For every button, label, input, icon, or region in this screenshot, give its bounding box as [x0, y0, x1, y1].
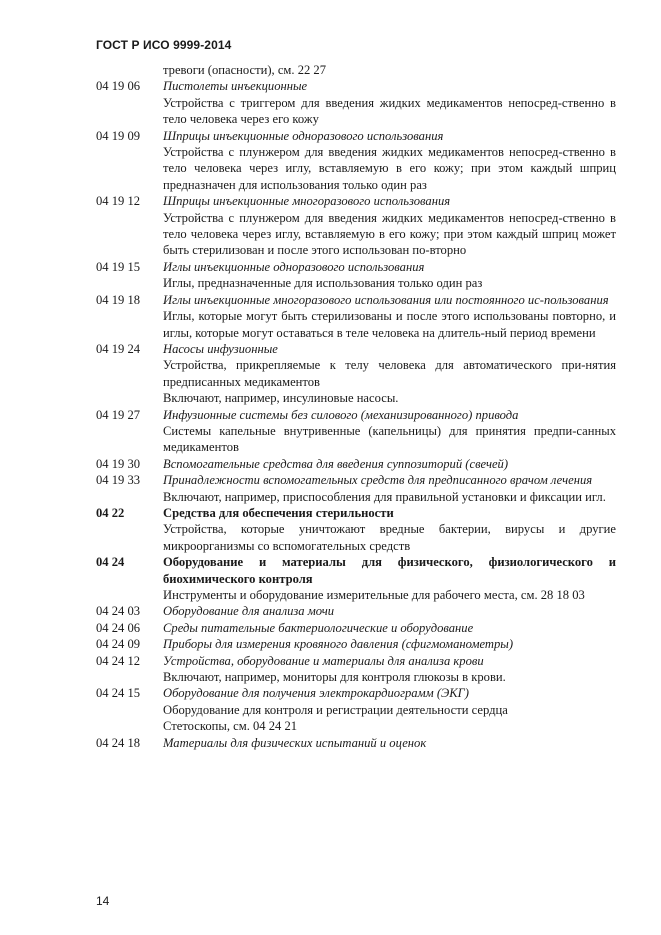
entry-description: Устройства с плунжером для введения жидких медикаментов непосред-ственно в тело человека через иглу, вставляемую в его кожу; при этом каждый шприц предназначен для использования только один раз	[163, 145, 616, 192]
classification-entry	[96, 620, 616, 636]
entry-body	[163, 735, 616, 751]
entry-title: Шприцы инъекционные многоразового использования	[163, 194, 451, 209]
entry-body	[163, 456, 616, 472]
entry-body	[163, 653, 616, 686]
entry-body	[163, 636, 616, 652]
entry-description: Инструменты и оборудование измерительные для рабочего места, см. 28 18 03	[163, 588, 585, 602]
entry-code: 04 19 18	[96, 292, 141, 307]
entry-code: 04 24 12	[96, 653, 141, 668]
document-header: ГОСТ Р ИСО 9999-2014	[96, 38, 232, 52]
classification-entry	[96, 735, 616, 751]
classification-entry	[96, 636, 616, 652]
entry-description: Включают, например, инсулиновые насосы.	[163, 391, 399, 406]
classification-entry	[96, 472, 616, 505]
classification-entry	[96, 603, 616, 619]
entry-body	[163, 685, 616, 734]
entry-title: Пистолеты инъекционные	[163, 79, 308, 94]
entry-description: Стетоскопы, см. 04 24 21	[163, 719, 298, 734]
entry-title: Оборудование для получения электрокардиограмм (ЭКГ)	[163, 686, 469, 701]
classification-entry	[96, 193, 616, 259]
entry-title: Оборудование для анализа мочи	[163, 604, 335, 619]
entry-description: тревоги (опасности), см. 22 27	[163, 63, 327, 77]
classification-entry	[96, 62, 616, 78]
entry-code: 04 19 30	[96, 456, 141, 471]
entry-body	[163, 603, 616, 619]
entry-body	[163, 78, 616, 127]
entry-body	[163, 128, 616, 194]
entry-title: Шприцы инъекционные одноразового использования	[163, 128, 444, 143]
entry-code: 04 22	[96, 505, 125, 520]
entry-title: Инфузионные системы без силового (механизированного) привода	[163, 407, 519, 422]
entry-code: 04 19 27	[96, 407, 141, 422]
entry-title: Иглы инъекционные одноразового использования	[163, 259, 425, 274]
classification-entry	[96, 78, 616, 127]
entry-body	[163, 292, 616, 341]
entry-body	[163, 554, 616, 603]
entry-title: Принадлежности вспомогательных средств для предписанного врачом лечения	[163, 473, 593, 488]
entry-title: Иглы инъекционные многоразового использования или постоянного ис-пользования	[163, 292, 609, 307]
entry-description: Включают, например, мониторы для контроля глюкозы в крови.	[163, 670, 506, 685]
entry-code: 04 19 06	[96, 79, 141, 94]
entry-title: Оборудование и материалы для физического, физиологического и биохимического контроля	[163, 555, 616, 586]
entry-title: Средства для обеспечения стерильности	[163, 505, 394, 520]
page-number: 14	[96, 894, 110, 908]
entry-code: 04 19 12	[96, 194, 141, 209]
entry-code: 04 24 09	[96, 637, 141, 652]
classification-entry	[96, 505, 616, 554]
entry-code: 04 24 15	[96, 686, 141, 701]
classification-entry	[96, 341, 616, 407]
entry-body	[163, 620, 616, 636]
entry-title: Устройства, оборудование и материалы для анализа крови	[163, 653, 484, 668]
classification-entry	[96, 685, 616, 734]
classification-entry	[96, 259, 616, 292]
entry-code: 04 24 06	[96, 620, 141, 635]
entry-code: 04 19 15	[96, 259, 141, 274]
classification-entry	[96, 407, 616, 456]
entry-description: Оборудование для контроля и регистрации деятельности сердца	[163, 702, 508, 717]
entry-description: Включают, например, приспособления для правильной установки и фиксации игл.	[163, 489, 606, 504]
classification-entry	[96, 128, 616, 194]
entry-code: 04 24	[96, 555, 125, 570]
entry-description: Устройства с триггером для введения жидких медикаментов непосред-ственно в тело человека через его кожу	[163, 95, 616, 127]
entry-code: 04 24 03	[96, 604, 141, 619]
entry-title: Насосы инфузионные	[163, 341, 278, 356]
entry-code: 04 19 24	[96, 341, 141, 356]
entry-description: Устройства с плунжером для введения жидких медикаментов непосред-ственно в тело человека через иглу, вставляемую в его кожу; при этом каждый шприц может быть стерилизован и после этого использован по-вторно	[163, 210, 616, 258]
entry-description: Иглы, предназначенные для использования только один раз	[163, 276, 483, 291]
entry-body	[163, 505, 616, 554]
entry-body	[163, 259, 616, 292]
entry-code: 04 19 09	[96, 128, 141, 143]
entry-description: Устройства, прикрепляемые к телу человека для автоматического при-нятия предписанных медикаментов	[163, 358, 616, 389]
classification-entry	[96, 653, 616, 686]
classification-entry	[96, 456, 616, 472]
entry-description: Системы капельные внутривенные (капельницы) для принятия предпи-санных медикаментов	[163, 423, 616, 455]
entry-code: 04 24 18	[96, 735, 141, 750]
entry-description: Иглы, которые могут быть стерилизованы и после этого использованы повторно, и иглы, которые могут оставаться в теле человека на длитель-ный период времени	[163, 309, 616, 340]
entry-code: 04 19 33	[96, 473, 141, 488]
entry-title: Материалы для физических испытаний и оценок	[163, 735, 427, 750]
entry-body	[163, 341, 616, 407]
entry-description: Устройства, которые уничтожают вредные бактерии, вирусы и другие микроорганизмы со вспомогательных средств	[163, 522, 616, 553]
classification-list	[96, 62, 616, 751]
entry-body	[163, 472, 616, 505]
entry-title: Среды питательные бактериологические и оборудование	[163, 620, 474, 635]
classification-entry	[96, 292, 616, 341]
entry-body	[163, 193, 616, 259]
entry-title: Вспомогательные средства для введения суппозиторий (свечей)	[163, 456, 509, 471]
classification-entry	[96, 554, 616, 603]
entry-title: Приборы для измерения кровяного давления (сфигмоманометры)	[163, 637, 514, 652]
entry-body	[163, 62, 616, 78]
entry-body	[163, 407, 616, 456]
